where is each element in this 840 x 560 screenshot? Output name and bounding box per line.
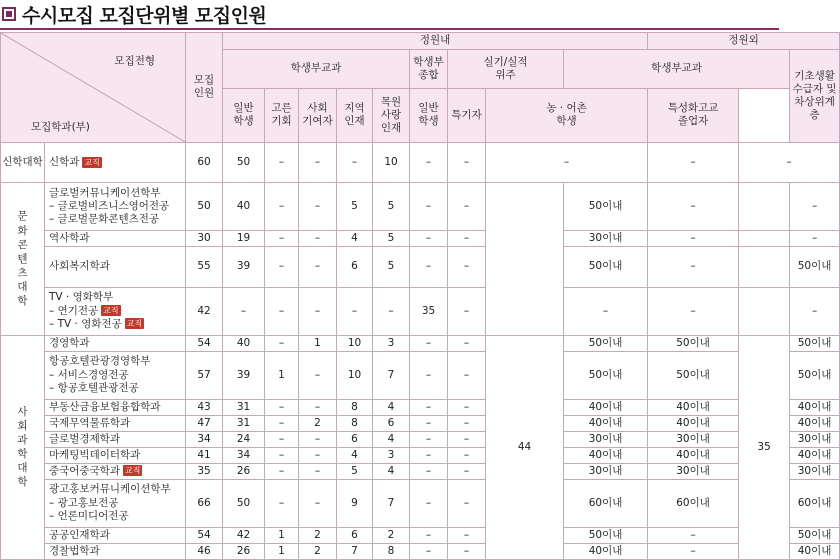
value-farm: 40이내 [564, 447, 648, 463]
title-underline [0, 28, 779, 30]
in-quota-header: 정원내 [223, 33, 648, 50]
value-social: – [299, 351, 337, 399]
dept-name: 국제무역물류학과 [49, 416, 131, 429]
value-special: – [448, 399, 486, 415]
value-special: – [448, 479, 486, 527]
dept-cell [45, 183, 186, 231]
table-row [1, 351, 840, 399]
value-farm: 30이내 [564, 463, 648, 479]
value-basic: 50이내 [790, 335, 840, 351]
dept-cell [45, 231, 186, 247]
corner-label-dept: 모집학과(부) [31, 120, 90, 133]
diagonal-line [1, 33, 185, 142]
value-basic: 30이내 [790, 463, 840, 479]
college-cell: 신학대학 [1, 142, 45, 182]
value-pgen: – [410, 183, 448, 231]
basic-welfare-header: 기초생활 수급자 및 차상위계층 [790, 50, 840, 143]
value-total: 35 [186, 463, 223, 479]
value-total: 43 [186, 399, 223, 415]
col-regional: 지역 인재 [337, 88, 373, 142]
value-farm: 50이내 [564, 351, 648, 399]
value-pgen: – [410, 351, 448, 399]
value-pgen: – [410, 142, 448, 182]
value-general: 39 [223, 247, 265, 287]
dept-cell [45, 447, 186, 463]
value-basic: – [739, 142, 840, 182]
value-total: 41 [186, 447, 223, 463]
col-general: 일반 학생 [223, 88, 265, 142]
out-quota-header: 정원외 [648, 33, 840, 50]
value-basic-sum [739, 247, 790, 287]
value-pgen: – [410, 231, 448, 247]
value-pastor: – [373, 287, 410, 335]
value-pastor: 3 [373, 335, 410, 351]
farm-sum-cell [486, 183, 564, 335]
college-cell: 사 회 과 학 대 학 [1, 335, 45, 559]
teaching-tag: 교직 [125, 466, 141, 476]
value-total: 34 [186, 431, 223, 447]
value-regional: 10 [337, 351, 373, 399]
value-pastor: 10 [373, 142, 410, 182]
table-row [1, 335, 840, 351]
value-shs: – [648, 287, 739, 335]
value-farm: 40이내 [564, 399, 648, 415]
value-farm: 50이내 [564, 247, 648, 287]
value-shs: 40이내 [648, 399, 739, 415]
table-row [1, 399, 840, 415]
value-social: – [299, 447, 337, 463]
value-social: 2 [299, 527, 337, 543]
value-general: 19 [223, 231, 265, 247]
value-senior: – [265, 431, 299, 447]
value-senior: – [265, 247, 299, 287]
dept-name: 부동산금융보험융합학과 [49, 400, 161, 413]
value-pastor: 7 [373, 479, 410, 527]
value-senior: – [265, 231, 299, 247]
dept-name: – 항공호텔관광전공 [49, 381, 139, 394]
value-special: – [448, 335, 486, 351]
value-general: 34 [223, 447, 265, 463]
value-basic-sum [739, 287, 790, 335]
value-special: – [448, 431, 486, 447]
value-basic: 60이내 [790, 479, 840, 527]
value-pgen: – [410, 527, 448, 543]
basic-sum-cell: 35 [739, 335, 790, 559]
value-shs: 40이내 [648, 415, 739, 431]
col-senior: 고른 기회 [265, 88, 299, 142]
dept-name: – TV · 영화전공 교직 [49, 317, 143, 330]
value-basic: 40이내 [790, 399, 840, 415]
value-special: – [448, 447, 486, 463]
value-special: – [448, 247, 486, 287]
value-social: – [299, 399, 337, 415]
value-pgen: – [410, 399, 448, 415]
value-shs: 50이내 [648, 335, 739, 351]
value-special: – [448, 543, 486, 559]
table-row [1, 463, 840, 479]
value-general: 40 [223, 183, 265, 231]
value-social: 2 [299, 543, 337, 559]
value-regional: – [337, 287, 373, 335]
farm-sum-cell: 44 [486, 335, 564, 559]
value-basic: 40이내 [790, 447, 840, 463]
value-pgen: – [410, 431, 448, 447]
value-pastor: 4 [373, 463, 410, 479]
value-pastor: 2 [373, 527, 410, 543]
value-pastor: 6 [373, 415, 410, 431]
value-basic: 50이내 [790, 351, 840, 399]
dept-cell [45, 399, 186, 415]
col-special-hs: 특성화고교 졸업자 [648, 88, 739, 142]
value-pastor: 5 [373, 247, 410, 287]
dept-name: – 광고홍보전공 [49, 496, 119, 509]
value-total: 66 [186, 479, 223, 527]
value-regional: 10 [337, 335, 373, 351]
value-senior: – [265, 183, 299, 231]
value-pgen: – [410, 463, 448, 479]
value-general: 50 [223, 479, 265, 527]
value-farm: 30이내 [564, 231, 648, 247]
dept-name: 경영학과 [49, 336, 90, 349]
value-shs: 60이내 [648, 479, 739, 527]
dept-cell [45, 335, 186, 351]
value-regional: 6 [337, 527, 373, 543]
title-square-icon [2, 7, 16, 21]
teaching-tag: 교직 [126, 319, 143, 329]
value-social: – [299, 287, 337, 335]
value-special: – [448, 351, 486, 399]
dept-name: 신학과 교직 [49, 156, 100, 168]
col-special: 특기자 [448, 88, 486, 142]
value-regional: 6 [337, 431, 373, 447]
value-general: 31 [223, 415, 265, 431]
value-regional: 9 [337, 479, 373, 527]
student-comprehensive-header: 학생부 종합 [410, 50, 448, 89]
value-total: 54 [186, 335, 223, 351]
value-pastor: 3 [373, 447, 410, 463]
table-row [1, 415, 840, 431]
value-regional: 6 [337, 247, 373, 287]
value-senior: 1 [265, 351, 299, 399]
dept-name: 글로벌경제학과 [49, 432, 121, 445]
value-general: 24 [223, 431, 265, 447]
value-pgen: – [410, 415, 448, 431]
value-pastor: 4 [373, 399, 410, 415]
value-special: – [448, 287, 486, 335]
dept-name: 공공인재학과 [49, 528, 110, 541]
value-farm: – [486, 142, 648, 182]
value-total: 47 [186, 415, 223, 431]
admission-table [0, 32, 840, 560]
dept-cell [45, 543, 186, 559]
table-row [1, 527, 840, 543]
dept-cell [45, 287, 186, 335]
value-general: 26 [223, 463, 265, 479]
table-row [1, 247, 840, 287]
value-shs: – [648, 543, 739, 559]
value-basic: 40이내 [790, 543, 840, 559]
value-farm: 40이내 [564, 415, 648, 431]
table-row [1, 231, 840, 247]
value-shs: – [648, 231, 739, 247]
value-total: 54 [186, 527, 223, 543]
dept-name: – 글로벌문화콘텐츠전공 [49, 213, 160, 226]
value-pgen: – [410, 543, 448, 559]
teaching-tag: 교직 [84, 157, 100, 167]
col-practical-general: 일반 학생 [410, 88, 448, 142]
value-senior: – [265, 335, 299, 351]
value-pgen: – [410, 479, 448, 527]
value-pgen: – [410, 335, 448, 351]
value-senior: – [265, 447, 299, 463]
dept-name: 광고홍보커뮤니케이션학부 [49, 483, 171, 496]
value-pastor: 8 [373, 543, 410, 559]
dept-cell [45, 479, 186, 527]
value-farm: 50이내 [564, 335, 648, 351]
value-regional: 7 [337, 543, 373, 559]
dept-name: – 연기전공 교직 [49, 304, 119, 317]
value-general: 40 [223, 335, 265, 351]
dept-name: TV · 영화학부 [49, 291, 114, 304]
value-special: – [448, 142, 486, 182]
value-senior: – [265, 415, 299, 431]
value-regional: – [337, 142, 373, 182]
value-social: – [299, 463, 337, 479]
value-pastor: 5 [373, 183, 410, 231]
value-general: 50 [223, 142, 265, 182]
dept-cell [45, 351, 186, 399]
value-general: 42 [223, 527, 265, 543]
value-general: 31 [223, 399, 265, 415]
value-social: – [299, 142, 337, 182]
dept-cell [45, 527, 186, 543]
col-social: 사회 기여자 [299, 88, 337, 142]
value-senior: – [265, 399, 299, 415]
value-special: – [448, 415, 486, 431]
student-record-out-header: 학생부교과 [564, 50, 790, 89]
value-special: – [448, 463, 486, 479]
value-farm: – [564, 287, 648, 335]
total-header: 모집 인원 [186, 33, 223, 143]
value-general: 39 [223, 351, 265, 399]
value-basic: 30이내 [790, 431, 840, 447]
value-social: – [299, 247, 337, 287]
practical-header: 실기/실적 위주 [448, 50, 564, 89]
page-title: 수시모집 모집단위별 모집인원 [22, 4, 267, 27]
value-total: 50 [186, 183, 223, 231]
value-shs: – [648, 247, 739, 287]
value-senior: – [265, 479, 299, 527]
value-social: – [299, 183, 337, 231]
value-senior: 1 [265, 543, 299, 559]
dept-name: 항공호텔관광경영학부 [49, 355, 151, 368]
value-general: – [223, 287, 265, 335]
table-row [1, 287, 840, 335]
value-senior: – [265, 287, 299, 335]
value-regional: 4 [337, 231, 373, 247]
dept-name: 마케팅빅데이터학과 [49, 448, 141, 461]
value-basic: – [790, 231, 840, 247]
table-row [1, 543, 840, 559]
value-farm: 60이내 [564, 479, 648, 527]
table-row [1, 183, 840, 231]
corner-label-type: 모집전형 [114, 55, 155, 67]
value-shs: – [648, 142, 739, 182]
dept-cell [45, 247, 186, 287]
value-regional: 4 [337, 447, 373, 463]
col-farm: 농 · 어촌 학생 [486, 88, 648, 142]
dept-cell [45, 415, 186, 431]
value-total: 46 [186, 543, 223, 559]
value-basic: – [790, 287, 840, 335]
value-social: – [299, 479, 337, 527]
value-pastor: 4 [373, 431, 410, 447]
value-total: 55 [186, 247, 223, 287]
value-pgen: – [410, 447, 448, 463]
value-special: – [448, 527, 486, 543]
value-farm: 50이내 [564, 183, 648, 231]
dept-cell [45, 431, 186, 447]
value-farm: 40이내 [564, 543, 648, 559]
value-regional: 8 [337, 399, 373, 415]
value-pgen: – [410, 247, 448, 287]
dept-name: – 글로벌비즈니스영어전공 [49, 200, 170, 213]
dept-name: – 언론미디어전공 [49, 509, 129, 522]
table-row [1, 447, 840, 463]
dept-name: – 서비스경영전공 [49, 368, 129, 381]
value-pgen: 35 [410, 287, 448, 335]
table-row [1, 142, 840, 182]
value-basic: 50이내 [790, 247, 840, 287]
dept-name: 글로벌커뮤니케이션학부 [49, 187, 161, 200]
value-total: 30 [186, 231, 223, 247]
value-special: – [448, 231, 486, 247]
value-basic: – [790, 183, 840, 231]
value-basic: 40이내 [790, 415, 840, 431]
value-basic-sum [739, 231, 790, 247]
value-total: 57 [186, 351, 223, 399]
col-pastor: 목원 사랑 인재 [373, 88, 410, 142]
corner-header [1, 33, 186, 143]
value-social: 1 [299, 335, 337, 351]
value-social: 2 [299, 415, 337, 431]
value-social: – [299, 431, 337, 447]
value-shs: – [648, 183, 739, 231]
value-shs: 40이내 [648, 447, 739, 463]
dept-name: 사회복지학과 [49, 260, 110, 273]
value-shs: 30이내 [648, 431, 739, 447]
value-regional: 5 [337, 463, 373, 479]
value-farm: 30이내 [564, 431, 648, 447]
value-regional: 5 [337, 183, 373, 231]
value-total: 60 [186, 142, 223, 182]
value-basic: 50이내 [790, 527, 840, 543]
page-title-bar [0, 0, 779, 28]
value-basic-sum [739, 183, 790, 231]
value-shs: 50이내 [648, 351, 739, 399]
value-pastor: 5 [373, 231, 410, 247]
college-cell: 문 화 콘 텐 츠 대 학 [1, 183, 45, 335]
table-row [1, 431, 840, 447]
dept-name: 역사학과 [49, 232, 90, 245]
value-regional: 8 [337, 415, 373, 431]
dept-name: 경찰법학과 [49, 544, 100, 557]
value-senior: – [265, 463, 299, 479]
value-general: 26 [223, 543, 265, 559]
teaching-tag: 교직 [103, 306, 119, 316]
dept-name: 중국어중국학과 교직 [49, 464, 141, 477]
value-senior: 1 [265, 527, 299, 543]
value-special: – [448, 183, 486, 231]
value-pastor: 7 [373, 351, 410, 399]
value-farm: 50이내 [564, 527, 648, 543]
table-row [1, 479, 840, 527]
value-shs: 30이내 [648, 463, 739, 479]
dept-cell [45, 463, 186, 479]
value-total: 42 [186, 287, 223, 335]
student-record-in-header: 학생부교과 [223, 50, 410, 89]
value-social: – [299, 231, 337, 247]
value-shs: – [648, 527, 739, 543]
value-senior: – [265, 142, 299, 182]
dept-cell [45, 142, 186, 182]
